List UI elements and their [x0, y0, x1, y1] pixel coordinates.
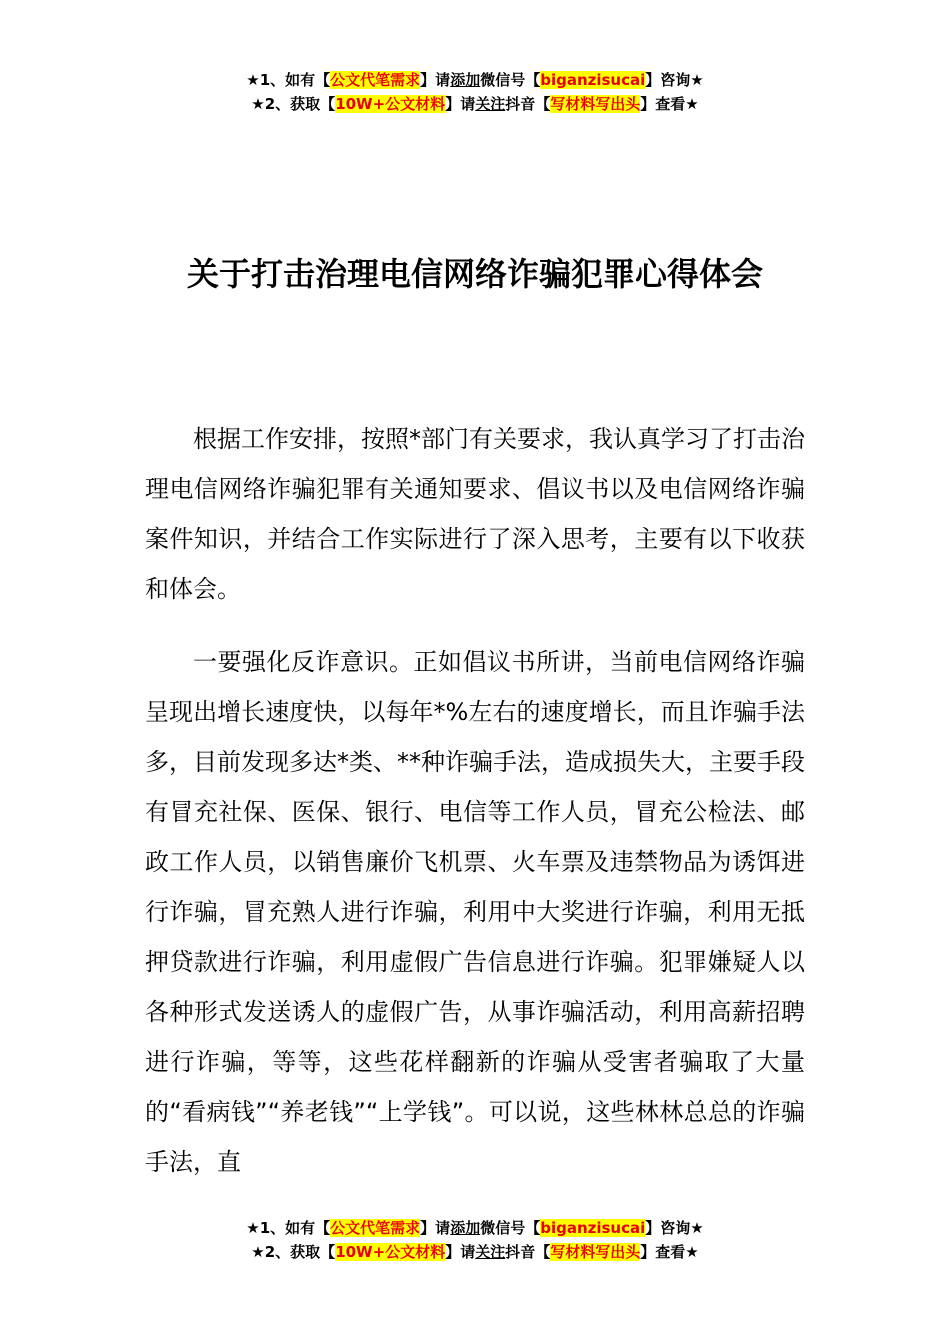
promo-wechat-id: biganzisucai [540, 71, 646, 89]
promo-text: 】请 [445, 1243, 476, 1261]
promo-text: 抖音【 [505, 95, 551, 113]
promo-text: 】查看★ [640, 95, 699, 113]
promo-text: ★1、如有【 [246, 1219, 331, 1237]
promo-text: 】咨询★ [645, 1219, 704, 1237]
promo-highlight: 10W+公文材料 [335, 95, 446, 113]
promo-highlight: 公文代笔需求 [330, 71, 421, 89]
promo-underlined: 添加 [450, 71, 481, 89]
promo-underlined: 添加 [450, 1219, 481, 1237]
promo-text: ★1、如有【 [246, 71, 331, 89]
promo-line-2 [0, 92, 950, 116]
promo-text: 】咨询★ [645, 71, 704, 89]
promo-douyin-id: 写材料写出头 [550, 95, 641, 113]
promo-underlined: 关注 [475, 1243, 506, 1261]
promo-wechat-id: biganzisucai [540, 1219, 646, 1237]
promo-text: 微信号【 [480, 71, 541, 89]
promo-underlined: 关注 [475, 95, 506, 113]
promo-line-2 [0, 1240, 950, 1264]
promo-text: 】请 [420, 71, 451, 89]
body-paragraph-2: 一要强化反诈意识。正如倡议书所讲，当前电信网络诈骗呈现出增长速度快，以每年*%左右的速度增长，而且诈骗手法多，目前发现多达*类、**种诈骗手法，造成损失大，主要手段有冒充社保、医保、银行、电信等工作人员，冒充公检法、邮政工作人员，以销售廉价飞机票、火车票及违禁物品为诱饵进行诈骗，冒充熟人进行诈骗，利用中大奖进行诈骗，利用无抵押贷款进行诈骗，利用虚假广告信息进行诈骗。犯罪嫌疑人以各种形式发送诱人的虚假广告，从事诈骗活动，利用高薪招聘进行诈骗，等等，这些花样翻新的诈骗从受害者骗取了大量的“看病钱”“养老钱”“上学钱”。可以说，这些林林总总的诈骗手法，直 [145, 648, 805, 1176]
promo-text: ★2、获取【 [251, 1243, 336, 1261]
body-paragraph-1: 根据工作安排，按照*部门有关要求，我认真学习了打击治理电信网络诈骗犯罪有关通知要求、倡议书以及电信网络诈骗案件知识，并结合工作实际进行了深入思考，主要有以下收获和体会。 [145, 425, 805, 603]
promo-text: 】请 [445, 95, 476, 113]
document-title: 关于打击治理电信网络诈骗犯罪心得体会 [186, 255, 763, 293]
promo-highlight: 10W+公文材料 [335, 1243, 446, 1261]
promo-line-1 [0, 68, 950, 92]
promo-douyin-id: 写材料写出头 [550, 1243, 641, 1261]
promo-text: 】请 [420, 1219, 451, 1237]
promo-line-1 [0, 1216, 950, 1240]
promo-text: 】查看★ [640, 1243, 699, 1261]
header-promo [0, 68, 950, 116]
promo-text: 微信号【 [480, 1219, 541, 1237]
promo-text: 抖音【 [505, 1243, 551, 1261]
promo-text: ★2、获取【 [251, 95, 336, 113]
promo-highlight: 公文代笔需求 [330, 1219, 421, 1237]
footer-promo [0, 1216, 950, 1264]
